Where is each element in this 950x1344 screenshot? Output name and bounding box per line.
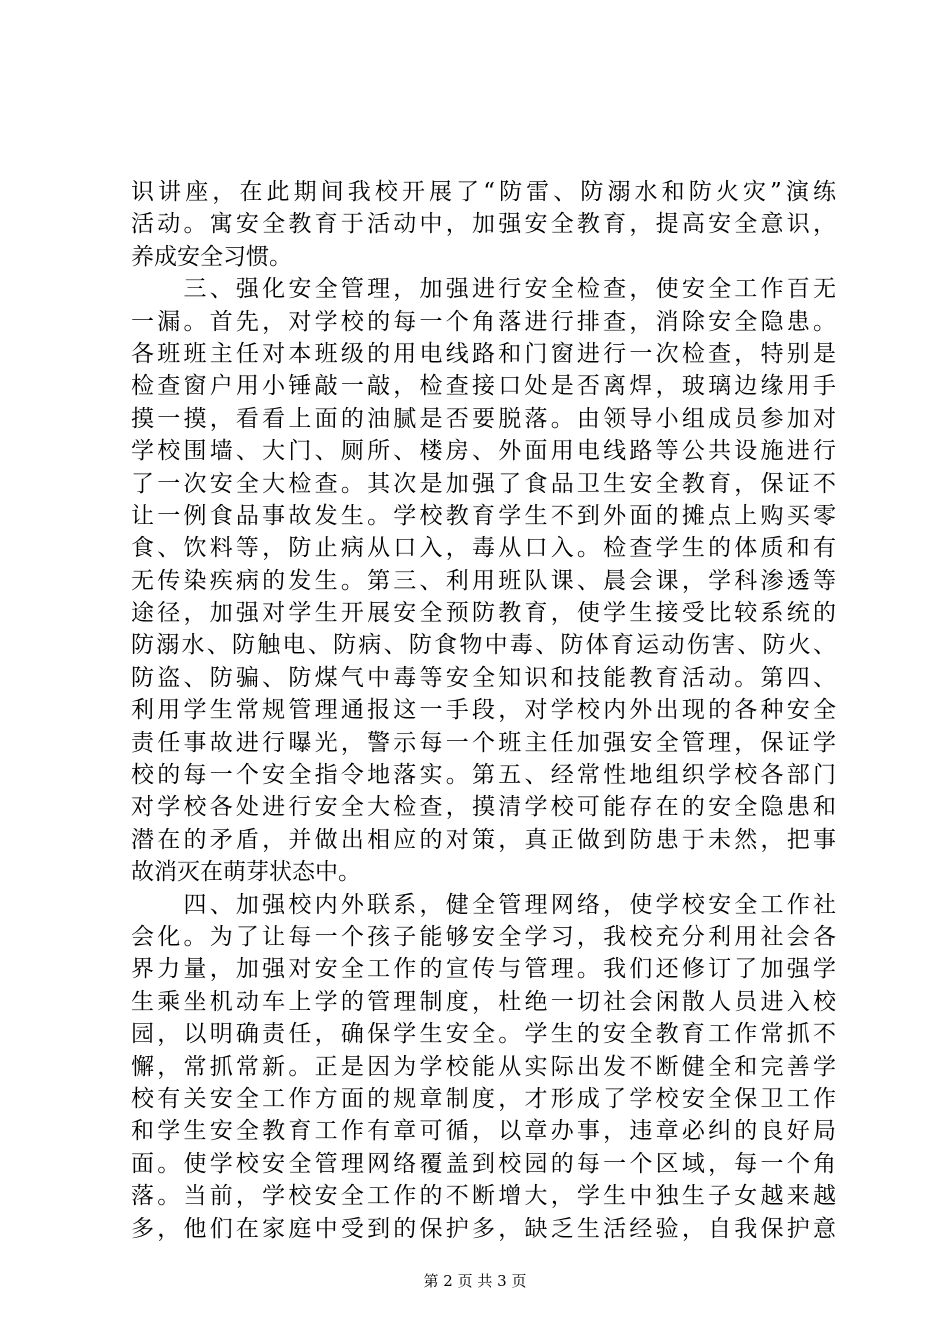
text-line: 防溺水、防触电、防病、防食物中毒、防体育运动伤害、防火、 [131, 632, 836, 659]
text-line: 让一例食品事故发生。学校教育学生不到外面的摊点上购买零 [131, 502, 836, 529]
text-line: 面。使学校安全管理网络覆盖到校园的每一个区域，每一个角 [131, 1150, 836, 1177]
text-line: 检查窗户用小锤敲一敲，检查接口处是否离焊，玻璃边缘用手 [131, 373, 836, 400]
text-line: 四、加强校内外联系，健全管理网络，使学校安全工作社 [131, 891, 836, 918]
text-line: 校有关安全工作方面的规章制度，才形成了学校安全保卫工作 [131, 1085, 836, 1112]
text-line: 养成安全习惯。 [131, 243, 292, 270]
text-line: 界力量，加强对安全工作的宣传与管理。我们还修订了加强学 [131, 956, 836, 983]
text-line: 校的每一个安全指令地落实。第五、经常性地组织学校各部门 [131, 762, 836, 789]
text-line: 各班班主任对本班级的用电线路和门窗进行一次检查，特别是 [131, 340, 836, 367]
text-line: 责任事故进行曝光，警示每一个班主任加强安全管理，保证学 [131, 729, 836, 756]
text-line: 利用学生常规管理通报这一手段，对学校内外出现的各种安全 [131, 697, 836, 724]
text-line: 摸一摸，看看上面的油腻是否要脱落。由领导小组成员参加对 [131, 405, 836, 432]
text-line: 了一次安全大检查。其次是加强了食品卫生安全教育，保证不 [131, 470, 836, 497]
text-line: 活动。寓安全教育于活动中，加强安全教育，提高安全意识， [131, 211, 836, 238]
text-line: 食、饮料等，防止病从口入，毒从口入。检查学生的体质和有 [131, 535, 836, 562]
text-line: 多，他们在家庭中受到的保护多，缺乏生活经验，自我保护意 [131, 1215, 836, 1242]
text-line: 生乘坐机动车上学的管理制度，杜绝一切社会闲散人员进入校 [131, 988, 836, 1015]
text-line: 和学生安全教育工作有章可循，以章办事，违章必纠的良好局 [131, 1118, 836, 1145]
text-line: 学校围墙、大门、厕所、楼房、外面用电线路等公共设施进行 [131, 438, 836, 465]
text-line: 园，以明确责任，确保学生安全。学生的安全教育工作常抓不 [131, 1021, 836, 1048]
text-line: 懈，常抓常新。正是因为学校能从实际出发不断健全和完善学 [131, 1053, 836, 1080]
text-line: 三、强化安全管理，加强进行安全检查，使安全工作百无 [131, 276, 836, 303]
text-line: 途径，加强对学生开展安全预防教育，使学生接受比较系统的 [131, 600, 836, 627]
text-line: 潜在的矛盾，并做出相应的对策，真正做到防患于未然，把事 [131, 826, 836, 853]
text-line: 防盗、防骗、防煤气中毒等安全知识和技能教育活动。第四、 [131, 664, 836, 691]
text-line: 无传染疾病的发生。第三、利用班队课、晨会课，学科渗透等 [131, 567, 836, 594]
page-footer: 第 2 页 共 3 页 [423, 1272, 527, 1290]
body-text [131, 176, 836, 1245]
text-line: 识讲座，在此期间我校开展了“防雷、防溺水和防火灾”演练 [131, 179, 836, 205]
text-line: 一漏。首先，对学校的每一个角落进行排查，消除安全隐患。 [131, 308, 836, 335]
text-line: 故消灭在萌芽状态中。 [131, 859, 361, 886]
text-line: 会化。为了让每一个孩子能够安全学习，我校充分利用社会各 [131, 923, 836, 950]
text-line: 对学校各处进行安全大检查，摸清学校可能存在的安全隐患和 [131, 794, 836, 821]
text-line: 落。当前，学校安全工作的不断增大，学生中独生子女越来越 [131, 1183, 836, 1210]
